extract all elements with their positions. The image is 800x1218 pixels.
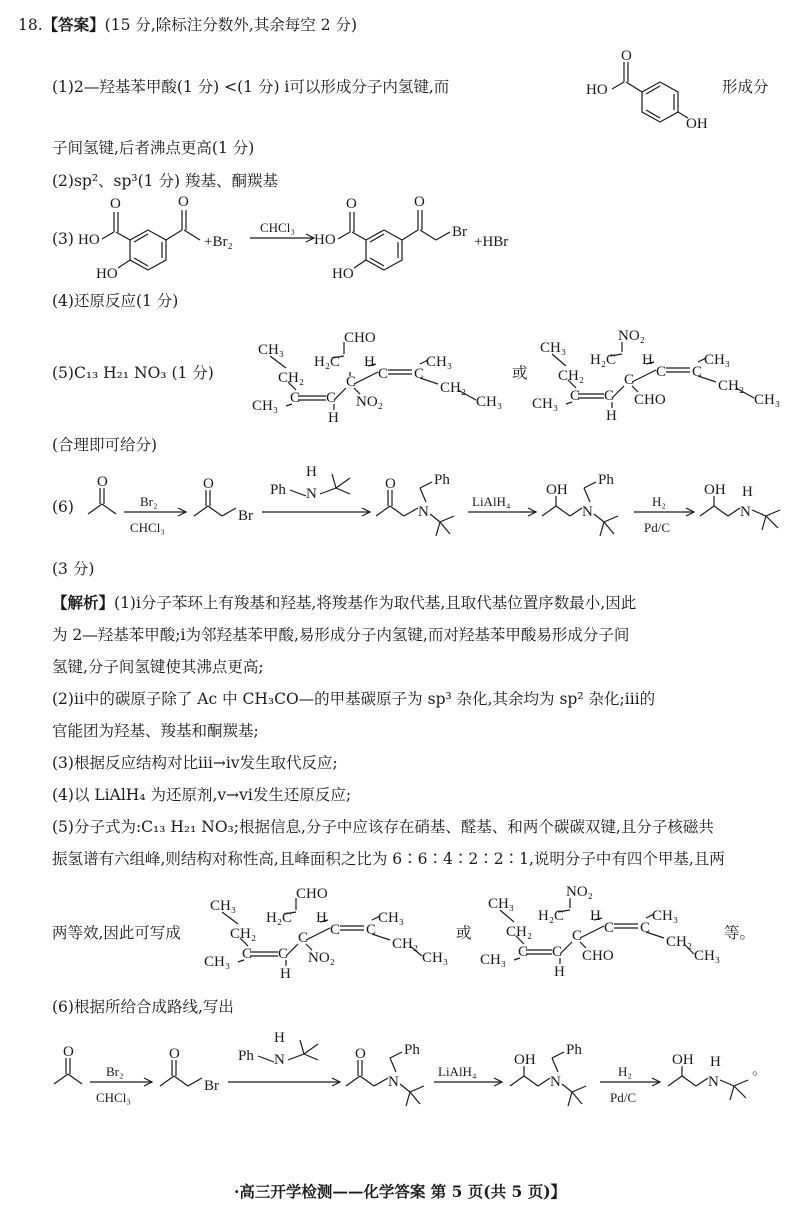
atom-label: C bbox=[624, 372, 635, 388]
atom-label: O bbox=[63, 1044, 74, 1060]
atom-label: CH₂ bbox=[506, 924, 533, 940]
analysis-isomer-b bbox=[476, 874, 738, 986]
atom-label: CH₂ bbox=[392, 936, 419, 952]
atom-label: C bbox=[326, 390, 337, 406]
answer-1-line1: (1)2—羟基苯甲酸(1 分) <(1 分) ⅰ可以形成分子内氢键,而 bbox=[52, 78, 450, 96]
atom-label: H bbox=[364, 354, 375, 370]
reagent-label: CHCl₃ bbox=[130, 520, 165, 535]
product-hbr: +HBr bbox=[474, 234, 509, 250]
atom-label: Ph bbox=[566, 1042, 582, 1058]
page-footer: ·高三开学检测——化学答案 第 5 页(共 5 页)】 bbox=[233, 1182, 567, 1201]
atom-label: Br bbox=[204, 1078, 219, 1094]
atom-label: N bbox=[740, 504, 751, 520]
atom-label: CH₃ bbox=[694, 948, 721, 964]
atom-label: N bbox=[550, 1074, 561, 1090]
atom-label: Ph bbox=[434, 472, 450, 488]
answer-2: (2)sp²、sp³(1 分) 羧基、酮羰基 bbox=[52, 172, 278, 190]
answer-6-score: (3 分) bbox=[52, 560, 95, 578]
atom-label: C bbox=[518, 944, 529, 960]
score-note: (15 分,除标注分数外,其余每空 2 分) bbox=[104, 16, 357, 34]
atom-label: N bbox=[274, 1052, 285, 1068]
atom-label: CH₂ bbox=[558, 368, 585, 384]
atom-label: H₂C bbox=[590, 352, 617, 368]
atom-label: H₂C bbox=[538, 908, 565, 924]
atom-label: O bbox=[97, 474, 108, 490]
sentence-end: 。 bbox=[752, 1062, 768, 1078]
question-header bbox=[18, 14, 357, 36]
analysis-p4: (4)以 LiAlH₄ 为还原剂,ⅴ→ⅵ发生还原反应; bbox=[52, 786, 352, 804]
atom-label: CH₃ bbox=[540, 340, 567, 356]
atom-label: O bbox=[385, 476, 396, 492]
atom-label: Ph bbox=[238, 1048, 254, 1064]
reagent-label: H₂ bbox=[618, 1064, 632, 1079]
reagent-label: H₂ bbox=[652, 494, 666, 509]
atom-label: O bbox=[110, 196, 121, 212]
atom-label: C bbox=[278, 946, 289, 962]
atom-label: CHO bbox=[582, 948, 614, 964]
atom-label: NO₂ bbox=[356, 394, 383, 410]
analysis-p1b: 为 2—羟基苯甲酸;ⅰ为邻羟基苯甲酸,易形成分子内氢键,而对羟基苯甲酸易形成分子间 bbox=[52, 626, 630, 644]
analysis-p2b: 官能团为羟基、羧基和酮羰基; bbox=[52, 722, 259, 740]
atom-label: Br bbox=[238, 508, 253, 524]
or-text: 或 bbox=[512, 364, 528, 382]
analysis-p5c: 两等效,因此可写成 bbox=[52, 924, 181, 942]
atom-label: HO bbox=[332, 266, 354, 282]
atom-label: CHO bbox=[296, 886, 328, 902]
atom-label: N bbox=[582, 504, 593, 520]
atom-label: Br bbox=[452, 224, 467, 240]
atom-label: C bbox=[572, 928, 583, 944]
atom-label: C bbox=[378, 366, 389, 382]
atom-label: Ph bbox=[270, 482, 286, 498]
atom-label: O bbox=[414, 194, 425, 210]
atom-label: H bbox=[606, 408, 617, 424]
atom-label: C bbox=[290, 390, 301, 406]
atom-label: Ph bbox=[598, 472, 614, 488]
analysis-text: (1)ⅰ分子苯环上有羧基和羟基,将羧基作为取代基,且取代基位置序数最小,因此 bbox=[114, 594, 637, 612]
analysis-tag: 【解析】 bbox=[52, 593, 115, 612]
atom-label: C bbox=[604, 388, 615, 404]
atom-label: H bbox=[742, 484, 753, 500]
atom-label: NO₂ bbox=[618, 328, 645, 344]
atom-label: H bbox=[280, 966, 291, 982]
analysis-p1a bbox=[52, 592, 636, 614]
atom-label: N bbox=[418, 504, 429, 520]
atom-label: H bbox=[306, 464, 317, 480]
analysis-or-text: 或 bbox=[456, 924, 472, 942]
atom-label: CH₃ bbox=[422, 950, 449, 966]
atom-label: C bbox=[656, 364, 667, 380]
atom-label: CH₃ bbox=[204, 954, 231, 970]
atom-label: H bbox=[642, 352, 653, 368]
atom-label: CH₃ bbox=[426, 354, 453, 370]
reagent-label: LiAlH₄ bbox=[472, 494, 511, 509]
analysis-isomer-a bbox=[200, 876, 462, 988]
atom-label: H bbox=[554, 964, 565, 980]
atom-label: N bbox=[708, 1074, 719, 1090]
atom-label: H bbox=[328, 410, 339, 426]
answer-5-formula: (5)C₁₃ H₂₁ NO₃ (1 分) bbox=[52, 364, 214, 382]
atom-label: H bbox=[590, 908, 601, 924]
atom-label: C bbox=[640, 920, 651, 936]
reagent-label: Br₂ bbox=[140, 494, 158, 509]
atom-label: CH₃ bbox=[704, 352, 731, 368]
isomer-structure-a bbox=[248, 320, 518, 432]
atom-label: CH₃ bbox=[532, 396, 559, 412]
isomer-structure-b bbox=[528, 318, 798, 430]
atom-label: O bbox=[355, 1046, 366, 1062]
atom-label: HO bbox=[586, 82, 608, 98]
p-hydroxybenzoic-acid-structure bbox=[586, 46, 706, 130]
atom-label: NO₂ bbox=[308, 950, 335, 966]
analysis-p5a: (5)分子式为:C₁₃ H₂₁ NO₃;根据信息,分子中应该存在硝基、醛基、和两个碳碳双键,且分子核磁共 bbox=[52, 818, 714, 836]
atom-label: C bbox=[242, 946, 253, 962]
atom-label: CH₃ bbox=[488, 896, 515, 912]
atom-label: Ph bbox=[404, 1042, 420, 1058]
atom-label: HO bbox=[314, 232, 336, 248]
reagent-label: Pd/C bbox=[644, 520, 671, 535]
answer-1-line1-end: 形成分 bbox=[722, 78, 769, 96]
atom-label: OH bbox=[704, 482, 726, 498]
condition-chcl3: CHCl₃ bbox=[260, 220, 295, 235]
atom-label: CH₃ bbox=[210, 898, 237, 914]
answer-6-label: (6) bbox=[52, 498, 74, 516]
analysis-p2a: (2)ⅱ中的碳原子除了 Ac 中 CH₃CO—的甲基碳原子为 sp³ 杂化,其余均为 sp² 杂化;ⅲ的 bbox=[52, 690, 656, 708]
atom-label: CH₃ bbox=[258, 342, 285, 358]
atom-label: CH₂ bbox=[718, 378, 745, 394]
synthesis-route-analysis bbox=[50, 1028, 770, 1112]
atom-label: O bbox=[203, 476, 214, 492]
analysis-p6: (6)根据所给合成路线,写出 bbox=[52, 998, 234, 1016]
atom-label: O bbox=[178, 194, 189, 210]
atom-label: C bbox=[330, 922, 341, 938]
atom-label: O bbox=[346, 196, 357, 212]
atom-label: CH₃ bbox=[652, 908, 679, 924]
atom-label: CH₂ bbox=[230, 926, 257, 942]
answer-5-note: (合理即可给分) bbox=[52, 436, 158, 454]
atom-label: CH₃ bbox=[480, 952, 507, 968]
atom-label: H bbox=[316, 910, 327, 926]
atom-label: C bbox=[414, 366, 425, 382]
atom-label: N bbox=[306, 486, 317, 502]
atom-label: CH₃ bbox=[476, 394, 503, 410]
reagent-label: Br₂ bbox=[106, 1064, 124, 1079]
atom-label: OH bbox=[686, 116, 708, 132]
atom-label: HO bbox=[96, 266, 118, 282]
reagent-label: Pd/C bbox=[610, 1090, 637, 1105]
atom-label: C bbox=[552, 944, 563, 960]
atom-label: O bbox=[169, 1046, 180, 1062]
analysis-etc: 等。 bbox=[724, 924, 756, 942]
atom-label: C bbox=[570, 388, 581, 404]
atom-label: H₂C bbox=[314, 354, 341, 370]
atom-label: N bbox=[388, 1074, 399, 1090]
analysis-p1c: 氢键,分子间氢键使其沸点更高; bbox=[52, 658, 264, 676]
atom-label: O bbox=[621, 48, 632, 64]
reaction-3-scheme bbox=[78, 192, 548, 284]
atom-label: CH₂ bbox=[440, 380, 467, 396]
atom-label: H bbox=[274, 1030, 285, 1046]
atom-label: H₂C bbox=[266, 910, 293, 926]
reagent-br2: +Br₂ bbox=[204, 234, 233, 250]
atom-label: C bbox=[298, 930, 309, 946]
question-number: 18. bbox=[18, 16, 43, 34]
atom-label: CH₂ bbox=[278, 370, 305, 386]
answer-tag: 【答案】 bbox=[42, 15, 105, 34]
atom-label: CH₂ bbox=[666, 934, 693, 950]
atom-label: OH bbox=[546, 482, 568, 498]
atom-label: HO bbox=[78, 232, 100, 248]
atom-label: CH₃ bbox=[252, 398, 279, 414]
atom-label: NO₂ bbox=[566, 884, 593, 900]
analysis-p3: (3)根据反应结构对比ⅲ→ⅳ发生取代反应; bbox=[52, 754, 338, 772]
atom-label: C bbox=[346, 374, 357, 390]
analysis-p5b: 振氢谱有六组峰,则结构对称性高,且峰面积之比为 6∶6∶4∶2∶2∶1,说明分子中有四个甲基,且两 bbox=[52, 850, 725, 868]
reagent-label: LiAlH₄ bbox=[438, 1064, 477, 1079]
atom-label: CH₃ bbox=[754, 392, 781, 408]
atom-label: CH₃ bbox=[378, 910, 405, 926]
reagent-label: CHCl₃ bbox=[96, 1090, 131, 1105]
atom-label: CHO bbox=[634, 392, 666, 408]
answer-4: (4)还原反应(1 分) bbox=[52, 292, 179, 310]
atom-label: C bbox=[366, 922, 377, 938]
atom-label: OH bbox=[514, 1052, 536, 1068]
atom-label: H bbox=[710, 1054, 721, 1070]
synthesis-route-answer bbox=[84, 460, 796, 540]
atom-label: C bbox=[692, 364, 703, 380]
atom-label: OH bbox=[672, 1052, 694, 1068]
answer-3-label: (3) bbox=[52, 230, 74, 248]
answer-1-line2: 子间氢键,后者沸点更高(1 分) bbox=[52, 139, 255, 157]
atom-label: CHO bbox=[344, 330, 376, 346]
atom-label: C bbox=[604, 920, 615, 936]
